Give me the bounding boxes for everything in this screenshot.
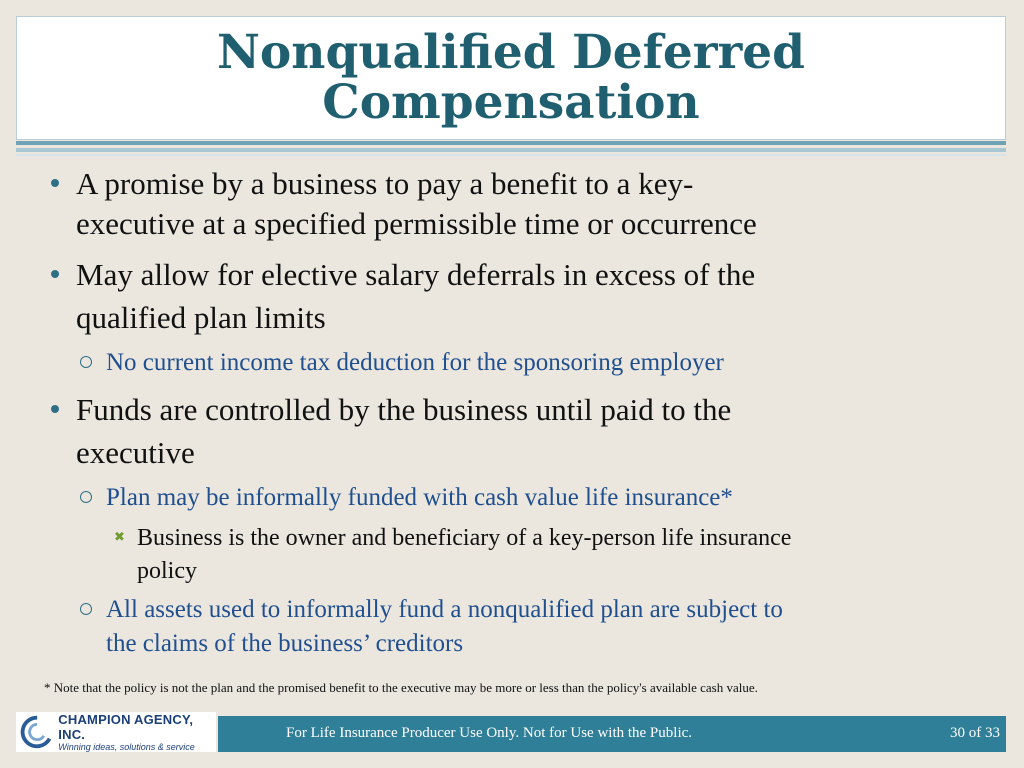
bullet-ring-icon xyxy=(80,356,92,368)
company-logo xyxy=(16,712,216,752)
footnote: * Note that the policy is not the plan and the promised benefit to the executive may be more or less than the policy's available cash value. xyxy=(44,680,758,695)
bullet-3-sub-2-line-2: the claims of the business’ creditors xyxy=(106,630,464,657)
bullet-1-line-1: A promise by a business to pay a benefit to a key- xyxy=(76,166,694,201)
bullet-3-sub-2-line-1: All assets used to informally fund a nonqualified plan are subject to xyxy=(106,596,783,623)
bullet-ring-icon xyxy=(80,603,92,615)
title-divider xyxy=(16,141,1006,145)
bullet-dot-icon xyxy=(51,405,59,413)
bullet-2-sub-1: No current income tax deduction for the sponsoring employer xyxy=(106,349,724,376)
footer-bar xyxy=(218,716,1006,752)
bullet-2-line-2: qualified plan limits xyxy=(76,300,326,335)
title-divider xyxy=(16,154,1006,156)
bullet-dot-icon xyxy=(51,179,59,187)
footer-notice: For Life Insurance Producer Use Only. Not for Use with the Public. xyxy=(286,725,693,741)
bullet-3-line-1: Funds are controlled by the business until paid to the xyxy=(76,392,732,427)
bullet-2-line-1: May allow for elective salary deferrals in excess of the xyxy=(76,257,756,292)
logo-tagline: Winning ideas, solutions & service xyxy=(58,742,195,752)
bullet-star-icon: ✖ xyxy=(114,530,125,545)
bullet-dot-icon xyxy=(51,270,59,278)
title-divider xyxy=(16,148,1006,152)
bullet-1-line-2: executive at a specified permissible time or occurrence xyxy=(76,206,757,241)
bullet-3-line-2: executive xyxy=(76,435,195,470)
slide-title-line-1: Nonqualified Deferred xyxy=(216,25,806,80)
logo-company-name: CHAMPION AGENCY, INC. xyxy=(58,712,194,742)
title-box xyxy=(16,16,1006,140)
slide-title-line-2: Compensation xyxy=(322,75,700,130)
bullet-ring-icon xyxy=(80,491,92,503)
bullet-3-sub-1: Plan may be informally funded with cash value life insurance* xyxy=(106,484,733,511)
bullet-3-sub-1-sub-1-line-2: policy xyxy=(137,558,197,584)
champion-logo-icon xyxy=(20,714,54,750)
page-number: 30 of 33 xyxy=(950,725,1000,741)
bullet-3-sub-1-sub-1-line-1: Business is the owner and beneficiary of a key-person life insurance xyxy=(137,525,792,551)
